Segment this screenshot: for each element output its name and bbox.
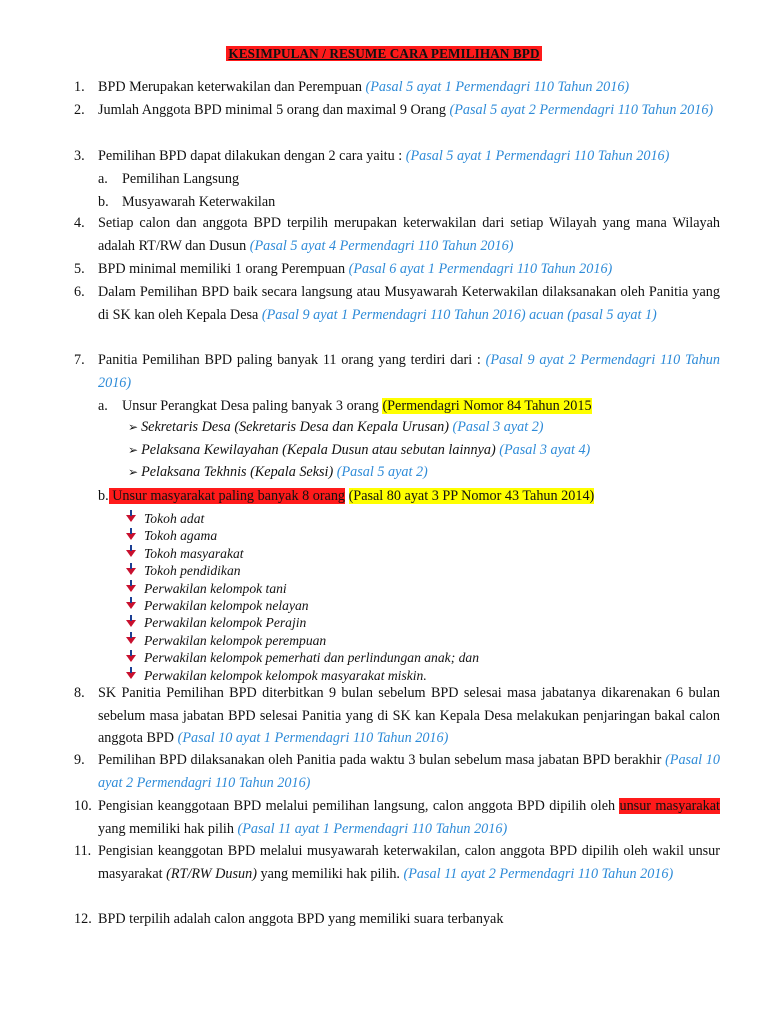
item-citation: (Pasal 5 ayat 4 Permendagri 110 Tahun 2016) — [249, 237, 514, 254]
arrow-down-bullet-icon — [126, 655, 136, 662]
item-citation: (Pasal 5 ayat 1 Permendagri 110 Tahun 2016) — [405, 148, 670, 164]
bullet-text: Perwakilan kelompok Perajin — [144, 615, 307, 631]
arrow-down-bullet-icon — [126, 515, 136, 522]
list-item — [98, 258, 720, 281]
item-citation: (Pasal 5 ayat 1 Permendagri 110 Tahun 2016) — [365, 79, 630, 95]
list-item — [98, 908, 720, 931]
sub-item-label: a. — [98, 398, 108, 414]
arrow-down-bullet-icon — [126, 637, 136, 644]
sub-item-text: Unsur Perangkat Desa paling banyak 3 orang — [122, 398, 383, 414]
item-citation: (Pasal 11 ayat 1 Permendagri 110 Tahun 2016) — [237, 820, 508, 837]
bullet-item — [126, 614, 306, 631]
bullet-item — [126, 510, 204, 527]
arrow-item-citation: (Pasal 3 ayat 4) — [499, 442, 591, 458]
red-highlight-text: Unsur masyarakat paling banyak 8 orang — [108, 488, 346, 504]
bullet-text: Perwakilan kelompok perempuan — [144, 632, 327, 648]
arrow-item — [128, 416, 544, 438]
bullet-item — [126, 562, 241, 579]
page-title: KESIMPULAN / RESUME CARA PEMILIHAN BPD — [228, 46, 540, 61]
item-text: Pengisian keanggotan BPD melalui musyawarah keterwakilan, calon anggota BPD dipilih oleh wakil unsur masyarakat — [98, 843, 720, 882]
bullet-text: Tokoh agama — [144, 528, 218, 544]
item-text: Pemilihan BPD dilaksanakan oleh Panitia pada waktu 3 bulan sebelum masa jabatan BPD berakhir — [98, 752, 666, 768]
arrow-down-bullet-icon — [126, 533, 136, 540]
italic-text: (RT/RW Dusun) — [166, 865, 257, 882]
list-item — [98, 145, 720, 168]
item-text: Pemilihan BPD dapat dilakukan dengan 2 cara yaitu : — [98, 148, 406, 164]
arrow-down-bullet-icon — [126, 568, 136, 575]
arrow-item-citation: (Pasal 3 ayat 2) — [452, 419, 544, 435]
bullet-item — [126, 580, 287, 597]
sub-item — [98, 395, 592, 417]
highlight-reference: (Permendagri Nomor 84 Tahun 2015 — [382, 398, 592, 414]
arrow-item-text: Sekretaris Desa (Sekretaris Desa dan Kepala Urusan) — [141, 419, 453, 435]
item-citation: (Pasal 9 ayat 1 Permendagri 110 Tahun 2016) acuan (pasal 5 ayat 1) — [261, 306, 657, 323]
list-item — [98, 749, 720, 794]
arrow-item — [128, 461, 428, 483]
item-text: Setiap calon dan anggota BPD terpilih merupakan keterwakilan dari setiap Wilayah yang mana Wilayah adalah RT/RW dan Dusun — [98, 215, 720, 254]
item-number: 12. — [74, 911, 92, 927]
bullet-text: Tokoh adat — [144, 511, 205, 526]
item-text-continued: yang memiliki hak pilih — [98, 820, 238, 837]
arrow-bullet-icon: ➢ — [128, 420, 139, 434]
item-number: 3. — [74, 148, 85, 164]
sub-item-label: b. — [98, 488, 109, 504]
item-number: 4. — [74, 215, 85, 231]
arrow-item-text: Pelaksana Kewilayahan (Kepala Dusun atau sebutan lainnya) — [141, 442, 500, 458]
item-number: 6. — [74, 284, 85, 300]
item-text-continued: yang memiliki hak pilih. — [256, 865, 404, 882]
item-citation: (Pasal 10 ayat 2 Permendagri 110 Tahun 2016) — [98, 752, 720, 791]
item-citation: (Pasal 9 ayat 2 Permendagri 110 Tahun 2016) — [98, 352, 720, 391]
arrow-item-text: Pelaksana Tekhnis (Kepala Seksi) — [141, 464, 337, 480]
sub-item-text: Pemilihan Langsung — [122, 171, 240, 187]
sub-item — [98, 191, 275, 213]
item-number: 11. — [74, 843, 92, 859]
item-number: 5. — [74, 261, 85, 277]
item-number: 2. — [74, 102, 85, 118]
arrow-bullet-icon: ➢ — [128, 465, 139, 479]
sub-item-text: Musyawarah Keterwakilan — [122, 194, 276, 210]
item-number: 8. — [74, 685, 85, 701]
arrow-down-bullet-icon — [126, 550, 136, 557]
bullet-text: Tokoh masyarakat — [144, 545, 244, 561]
item-text: BPD Merupakan keterwakilan dan Perempuan — [98, 79, 366, 95]
arrow-down-bullet-icon — [126, 620, 136, 627]
highlight-reference: (Pasal 80 ayat 3 PP Nomor 43 Tahun 2014) — [348, 488, 595, 504]
arrow-down-bullet-icon — [126, 585, 136, 592]
item-text: Jumlah Anggota BPD minimal 5 orang dan maximal 9 Orang — [98, 102, 450, 118]
list-item — [98, 840, 720, 885]
bullet-item — [126, 527, 217, 544]
sub-item — [98, 485, 594, 507]
arrow-bullet-icon: ➢ — [128, 443, 139, 457]
arrow-item — [128, 439, 590, 461]
item-text: Dalam Pemilihan BPD baik secara langsung atau Musyawarah Keterwakilan dilaksanakan oleh Panitia yang di SK kan oleh Kepala Desa — [98, 284, 720, 323]
list-item — [98, 682, 720, 750]
list-item — [98, 99, 720, 122]
title-row — [0, 46, 768, 63]
arrow-down-bullet-icon — [126, 672, 136, 679]
item-citation: (Pasal 10 ayat 1 Permendagri 110 Tahun 2016) — [177, 730, 449, 746]
bullet-text: Tokoh pendidikan — [144, 563, 241, 579]
item-number: 7. — [74, 352, 85, 368]
item-number: 1. — [74, 79, 85, 95]
item-text: Panitia Pemilihan BPD paling banyak 11 orang yang terdiri dari : — [98, 352, 486, 368]
sub-item — [98, 168, 239, 190]
list-item — [98, 349, 720, 394]
item-citation: (Pasal 6 ayat 1 Permendagri 110 Tahun 2016) — [348, 261, 613, 277]
arrow-down-bullet-icon — [126, 602, 136, 609]
item-text: SK Panitia Pemilihan BPD diterbitkan 9 bulan sebelum BPD selesai masa jabatanya dikarenakan 6 bulan sebelum masa jabatan BPD selesai Panitia yang di SK kan Kepala Desa melakukan penjaringan bakal calon anggota BPD — [98, 685, 720, 746]
item-text: Pengisian keanggotaan BPD melalui pemilihan langsung, calon anggota BPD dipilih oleh — [98, 798, 620, 814]
item-citation: (Pasal 11 ayat 2 Permendagri 110 Tahun 2016) — [403, 865, 674, 882]
red-highlight-text: unsur masyarakat — [619, 798, 720, 814]
list-item — [98, 795, 720, 840]
bullet-text: Perwakilan kelompok nelayan — [144, 598, 309, 613]
item-number: 10. — [74, 798, 92, 814]
list-item — [98, 76, 720, 99]
bullet-text: Perwakilan kelompok tani — [144, 580, 287, 596]
list-item — [98, 281, 720, 326]
bullet-item — [126, 597, 309, 614]
bullet-text: Perwakilan kelompok pemerhati dan perlindungan anak; dan — [144, 650, 480, 666]
item-text: BPD terpilih adalah calon anggota BPD yang memiliki suara terbanyak — [98, 911, 504, 927]
bullet-text: Perwakilan kelompok kelompok masyarakat miskin. — [144, 667, 427, 683]
bullet-item — [126, 632, 326, 649]
item-text: BPD minimal memiliki 1 orang Perempuan — [98, 261, 349, 277]
list-item — [98, 212, 720, 257]
item-citation: (Pasal 5 ayat 2 Permendagri 110 Tahun 2016) — [449, 102, 714, 118]
item-number: 9. — [74, 752, 85, 768]
bullet-item — [126, 649, 479, 666]
bullet-item — [126, 545, 244, 562]
sub-item-label: b. — [98, 194, 109, 210]
sub-item-label: a. — [98, 171, 108, 187]
arrow-item-citation: (Pasal 5 ayat 2) — [336, 464, 428, 480]
